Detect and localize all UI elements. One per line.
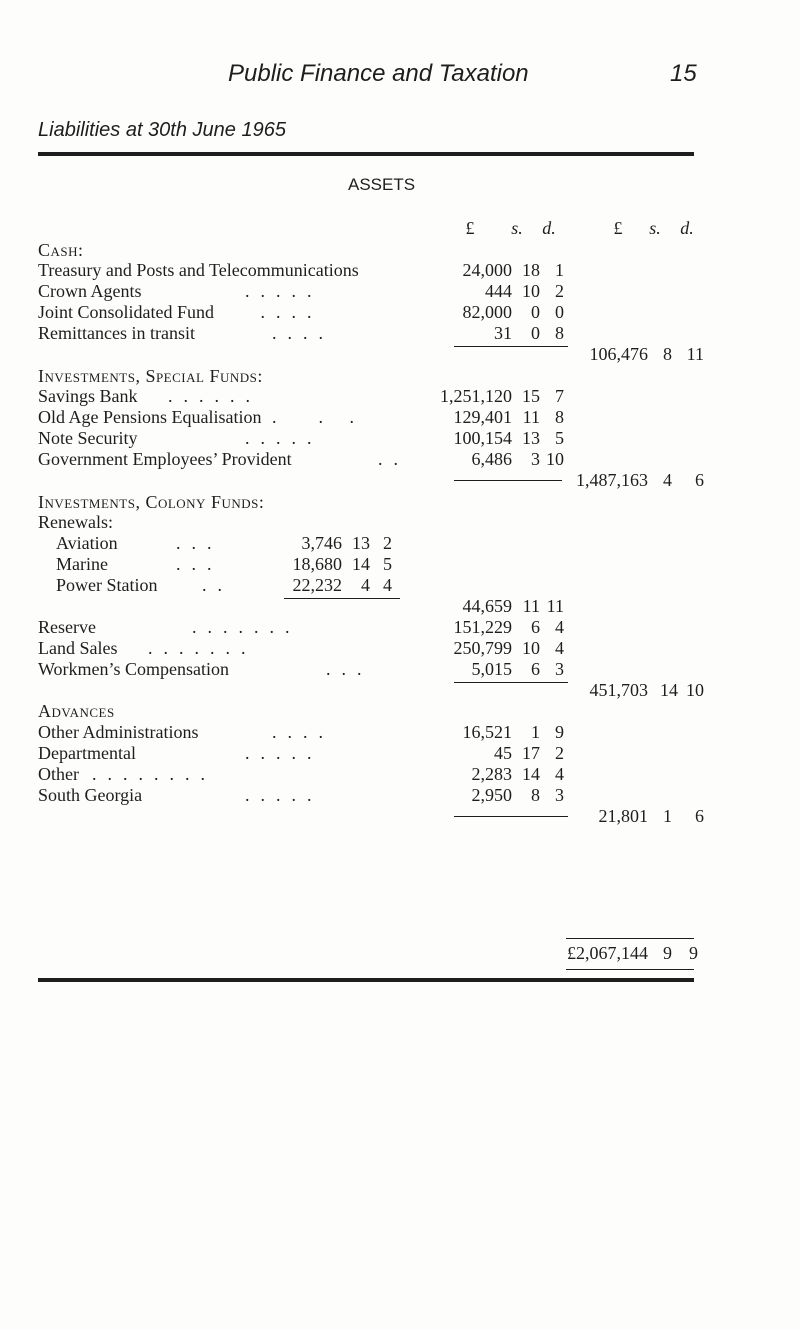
colony-label-0: Reserve xyxy=(38,617,96,637)
subtotal-rule xyxy=(454,816,568,817)
colony-pence-0: 4 xyxy=(555,617,564,637)
renewal-pound-1: 18,680 xyxy=(292,554,342,574)
renewals-heading: Renewals: xyxy=(38,512,113,532)
leader-dots: ... xyxy=(326,659,373,679)
subtotal-rule xyxy=(454,682,568,683)
leader-dots: .... xyxy=(272,323,334,343)
cash-pound-2: 82,000 xyxy=(462,302,512,322)
col-pound-2: £ xyxy=(613,218,623,238)
advances-label-0: Other Administrations xyxy=(38,722,199,742)
cash-label-1: Crown Agents xyxy=(38,281,142,301)
advances-total-shilling: 1 xyxy=(663,806,672,826)
special-funds-heading: Investments, Special Funds: xyxy=(38,366,263,386)
subtotal-rule xyxy=(454,480,562,481)
special-pence-2: 5 xyxy=(555,428,564,448)
special-pound-0: 1,251,120 xyxy=(440,386,512,406)
colony-pence-1: 4 xyxy=(555,638,564,658)
leader-dots: . . . xyxy=(272,407,365,427)
cash-shilling-3: 0 xyxy=(531,323,540,343)
renewal-label-0: Aviation xyxy=(56,533,118,553)
leader-dots: .. xyxy=(378,449,409,469)
colony-funds-heading: Investments, Colony Funds: xyxy=(38,492,265,512)
cash-label-0: Treasury and Posts and Telecommunications xyxy=(38,260,359,280)
special-shilling-0: 15 xyxy=(522,386,540,406)
special-pound-1: 129,401 xyxy=(453,407,512,427)
colony-pound-2: 5,015 xyxy=(471,659,512,679)
cash-pence-2: 0 xyxy=(555,302,564,322)
special-shilling-2: 13 xyxy=(522,428,540,448)
leader-dots: ..... xyxy=(245,281,323,301)
leader-dots: .. xyxy=(202,575,233,595)
section-title: ASSETS xyxy=(348,175,416,194)
renewals-total-pence: 11 xyxy=(546,596,564,616)
cash-shilling-2: 0 xyxy=(531,302,540,322)
col-pence-1: d. xyxy=(542,218,556,238)
advances-pence-2: 4 xyxy=(555,764,564,784)
advances-label-1: Departmental xyxy=(38,743,136,763)
advances-pound-0: 16,521 xyxy=(462,722,512,742)
grand-total-pence: 9 xyxy=(689,943,698,963)
cash-shilling-1: 10 xyxy=(522,281,540,301)
special-shilling-3: 3 xyxy=(531,449,540,469)
advances-shilling-3: 8 xyxy=(531,785,540,805)
grand-total-rule-bottom xyxy=(566,969,694,970)
colony-shilling-1: 10 xyxy=(522,638,540,658)
special-pound-3: 6,486 xyxy=(471,449,512,469)
advances-total-pound: 21,801 xyxy=(598,806,648,826)
renewal-pence-2: 4 xyxy=(383,575,392,595)
special-pound-2: 100,154 xyxy=(453,428,512,448)
special-total-shilling: 4 xyxy=(663,470,672,490)
colony-total-pound: 451,703 xyxy=(589,680,648,700)
leader-dots: ..... xyxy=(245,785,323,805)
leader-dots: ... xyxy=(176,533,223,553)
leader-dots: ....... xyxy=(192,617,301,637)
renewals-total-shilling: 11 xyxy=(522,596,540,616)
col-shilling-2: s. xyxy=(649,218,661,238)
grand-total-shilling: 9 xyxy=(663,943,672,963)
special-shilling-1: 11 xyxy=(522,407,540,427)
advances-shilling-1: 17 xyxy=(522,743,540,763)
col-pound-1: £ xyxy=(465,218,475,238)
special-pence-3: 10 xyxy=(546,449,564,469)
leader-dots: .... xyxy=(272,722,334,742)
advances-label-2: Other xyxy=(38,764,79,784)
subtotal-rule xyxy=(454,346,568,347)
leader-dots: ..... xyxy=(245,428,323,448)
top-rule xyxy=(38,152,694,156)
col-pence-2: d. xyxy=(680,218,694,238)
colony-total-pence: 10 xyxy=(686,680,704,700)
cash-pound-0: 24,000 xyxy=(462,260,512,280)
special-total-pence: 6 xyxy=(695,470,704,490)
advances-total-pence: 6 xyxy=(695,806,704,826)
colony-shilling-0: 6 xyxy=(531,617,540,637)
cash-label-2: Joint Consolidated Fund xyxy=(38,302,215,322)
colony-label-2: Workmen’s Compensation xyxy=(38,659,230,679)
advances-heading: Advances xyxy=(38,701,115,721)
special-label-1: Old Age Pensions Equalisation xyxy=(38,407,262,427)
subtotal-rule xyxy=(284,598,400,599)
advances-label-3: South Georgia xyxy=(38,785,143,805)
cash-pence-0: 1 xyxy=(555,260,564,280)
grand-total-pound: £2,067,144 xyxy=(567,943,648,963)
advances-pence-3: 3 xyxy=(555,785,564,805)
leader-dots: ....... xyxy=(148,638,257,658)
renewal-pence-0: 2 xyxy=(383,533,392,553)
colony-label-1: Land Sales xyxy=(38,638,118,658)
advances-pence-0: 9 xyxy=(555,722,564,742)
advances-pence-1: 2 xyxy=(555,743,564,763)
page-subtitle: Liabilities at 30th June 1965 xyxy=(38,119,286,141)
cash-total-pence: 11 xyxy=(686,344,704,364)
grand-total-rule-top xyxy=(566,938,694,939)
renewal-shilling-1: 14 xyxy=(352,554,370,574)
col-shilling-1: s. xyxy=(511,218,523,238)
cash-pence-3: 8 xyxy=(555,323,564,343)
renewals-total-pound: 44,659 xyxy=(462,596,512,616)
special-pence-1: 8 xyxy=(555,407,564,427)
renewal-label-2: Power Station xyxy=(56,575,158,595)
advances-pound-3: 2,950 xyxy=(471,785,512,805)
renewal-pence-1: 5 xyxy=(383,554,392,574)
running-title: Public Finance and Taxation xyxy=(228,60,529,87)
colony-pence-2: 3 xyxy=(555,659,564,679)
advances-shilling-0: 1 xyxy=(531,722,540,742)
leader-dots: ........ xyxy=(92,764,216,784)
colony-total-shilling: 14 xyxy=(660,680,678,700)
renewal-shilling-0: 13 xyxy=(352,533,370,553)
special-total-pound: 1,487,163 xyxy=(576,470,648,490)
advances-pound-1: 45 xyxy=(494,743,512,763)
advances-shilling-2: 14 xyxy=(522,764,540,784)
renewal-pound-2: 22,232 xyxy=(292,575,342,595)
special-label-0: Savings Bank xyxy=(38,386,138,406)
cash-total-shilling: 8 xyxy=(663,344,672,364)
leader-dots: ... xyxy=(176,554,223,574)
cash-heading: Cash: xyxy=(38,240,84,260)
special-label-2: Note Security xyxy=(38,428,138,448)
advances-pound-2: 2,283 xyxy=(471,764,512,784)
cash-total-pound: 106,476 xyxy=(589,344,648,364)
leader-dots: ..... xyxy=(245,743,323,763)
special-label-3: Government Employees’ Provident xyxy=(38,449,292,469)
leader-dots: .... xyxy=(245,302,323,322)
page-number: 15 xyxy=(670,60,697,87)
cash-pence-1: 2 xyxy=(555,281,564,301)
colony-pound-0: 151,229 xyxy=(453,617,512,637)
renewal-shilling-2: 4 xyxy=(361,575,370,595)
cash-shilling-0: 18 xyxy=(522,260,540,280)
cash-label-3: Remittances in transit xyxy=(38,323,195,343)
colony-pound-1: 250,799 xyxy=(453,638,512,658)
leader-dots: ...... xyxy=(168,386,261,406)
cash-pound-3: 31 xyxy=(494,323,512,343)
special-pence-0: 7 xyxy=(555,386,564,406)
renewal-pound-0: 3,746 xyxy=(301,533,342,553)
renewal-label-1: Marine xyxy=(56,554,108,574)
bottom-rule xyxy=(38,978,694,982)
cash-pound-1: 444 xyxy=(485,281,512,301)
colony-shilling-2: 6 xyxy=(531,659,540,679)
